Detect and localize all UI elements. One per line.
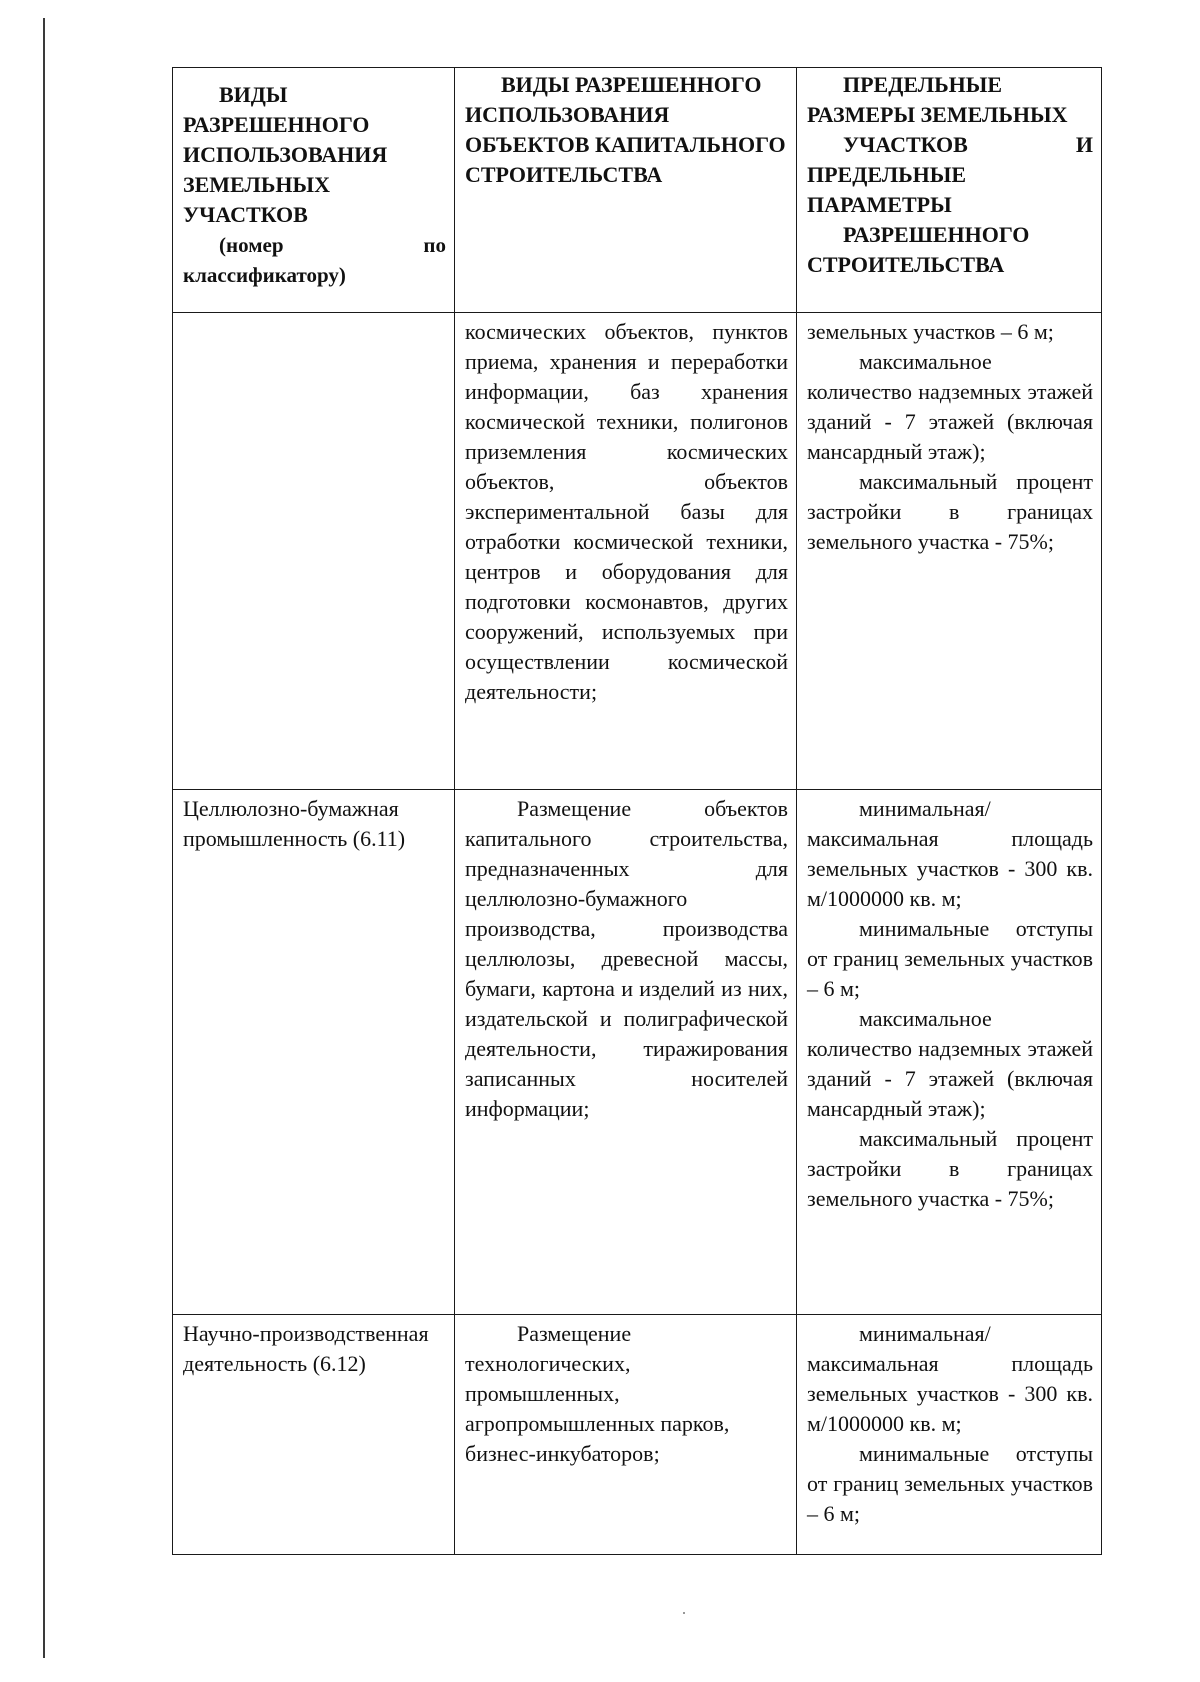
table-row [173,1315,1102,1555]
table-header-row [173,68,1102,313]
objects-text: Размещение объектов капитального строительства, предназначенных для целлюлозно-бумажного производства, производства целлюлозы, древесной массы, бумаги, картона и изделий из них, издательской и полиграфической деятельности, тиражирования записанных носителей информации; [465,796,788,1121]
header-limits-line1: ПРЕДЕЛЬНЫЕ РАЗМЕРЫ ЗЕМЕЛЬНЫХ [807,72,1068,127]
header-limits [797,68,1102,313]
header-limits-line3: РАЗРЕШЕННОГО СТРОИТЕЛЬСТВА [807,222,1030,277]
table-row [173,313,1102,790]
limit-item: земельных участков – 6 м; [807,319,1054,344]
zoning-table [172,67,1102,1555]
limit-item: минимальные отступы от границ земельных участков – 6 м; [807,916,1093,1001]
left-margin-line [43,18,45,1658]
limit-item: минимальная/максимальная площадь земельных участков - 300 кв. м/1000000 кв. м; [807,1321,1093,1436]
cell-objects [455,313,797,790]
cell-use: Целлюлозно-бумажная промышленность (6.11) [173,790,455,1315]
cell-limits [797,1315,1102,1555]
table-row [173,790,1102,1315]
cell-use [173,313,455,790]
header-limits-line2: УЧАСТКОВ И ПРЕДЕЛЬНЫЕ ПАРАМЕТРЫ [807,132,1093,217]
cell-objects [455,790,797,1315]
objects-text: Размещение технологических, промышленных, агропромышленных парков, бизнес-инкубаторов; [465,1321,730,1466]
limit-item: максимальный процент застройки в границах земельного участка - 75%; [807,1126,1093,1211]
header-object-use-title: ВИДЫ РАЗРЕШЕННОГО ИСПОЛЬЗОВАНИЯ ОБЪЕКТОВ КАПИТАЛЬНОГО СТРОИТЕЛЬСТВА [465,72,786,187]
cell-limits [797,313,1102,790]
cell-limits [797,790,1102,1315]
cell-use: Научно-производственная деятельность (6.12) [173,1315,455,1555]
limit-item: максимальное количество надземных этажей зданий - 7 этажей (включая мансардный этаж); [807,349,1093,464]
limit-item: минимальная/максимальная площадь земельных участков - 300 кв. м/1000000 кв. м; [807,796,1093,911]
header-object-use [455,68,797,313]
scan-speck [683,1612,685,1614]
cell-objects [455,1315,797,1555]
objects-text: космических объектов, пунктов приема, хранения и переработки информации, баз хранения космической техники, полигонов приземления космических объектов, объектов экспериментальной базы для отработки космической техники, центров и оборудования для подготовки космонавтов, других сооружений, используемых при осуществлении космической деятельности; [465,319,788,704]
header-land-use-subtitle: (номер по классификатору) [183,233,446,287]
header-land-use [173,68,455,313]
header-land-use-title: ВИДЫ РАЗРЕШЕННОГО ИСПОЛЬЗОВАНИЯ ЗЕМЕЛЬНЫХ УЧАСТКОВ [183,82,388,227]
limit-item: минимальные отступы от границ земельных участков – 6 м; [807,1441,1093,1526]
limit-item: максимальный процент застройки в границах земельного участка - 75%; [807,469,1093,554]
limit-item: максимальное количество надземных этажей зданий - 7 этажей (включая мансардный этаж); [807,1006,1093,1121]
